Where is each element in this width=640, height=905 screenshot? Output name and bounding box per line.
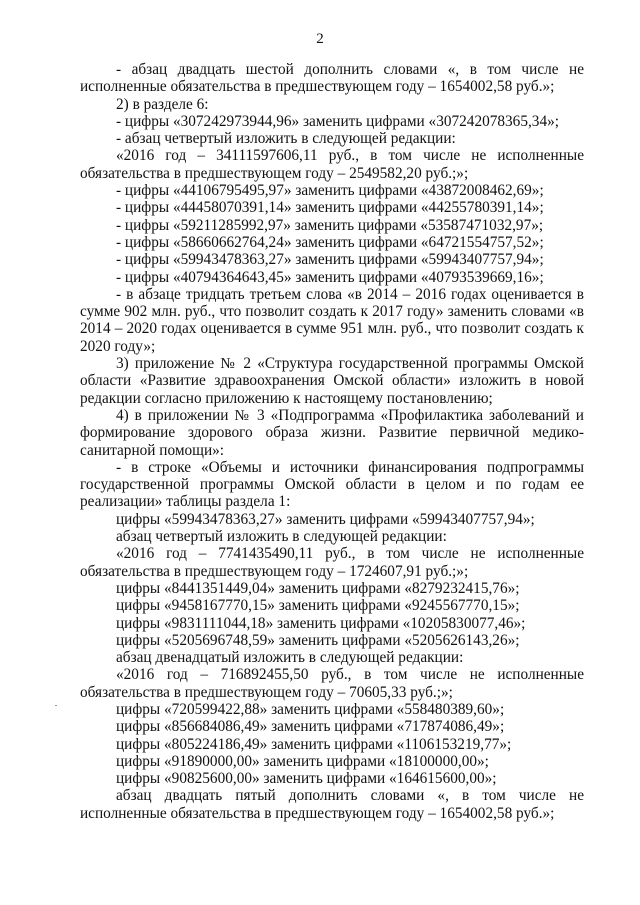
scan-speck	[55, 705, 57, 706]
paragraph: цифры «805224186,49» заменить цифрами «1106153219,77»;	[116, 735, 512, 753]
paragraph: цифры «91890000,00» заменить цифрами «18100000,00»;	[116, 752, 489, 770]
paragraph: цифры «59943478363,27» заменить цифрами «59943407757,94»;	[116, 510, 535, 528]
paragraph: - цифры «58660662764,24» заменить цифрами «64721554757,52»;	[116, 233, 544, 251]
paragraph: абзац двадцать пятый дополнить словами «, в том числе не исполненные обязательства в предшествующем году – 1654002,58 руб.»;	[80, 787, 584, 822]
paragraph: цифры «8441351449,04» заменить цифрами «8279232415,76»;	[116, 579, 520, 597]
paragraph: цифры «5205696748,59» заменить цифрами «5205626143,26»;	[116, 631, 520, 649]
paragraph: - цифры «40794364643,45» заменить цифрами «40793539669,16»;	[116, 268, 544, 286]
paragraph: цифры «856684086,49» заменить цифрами «717874086,49»;	[116, 718, 505, 736]
paragraph: цифры «9458167770,15» заменить цифрами «9245567770,15»;	[116, 597, 520, 615]
paragraph: - в строке «Объемы и источники финансирования подпрограммы государственной программы Омской области в целом и по годам ее реализации» таблицы раздела 1:	[80, 458, 584, 511]
paragraph: абзац четвертый изложить в следующей редакции:	[116, 528, 447, 546]
page-number: 2	[316, 31, 324, 47]
paragraph: «2016 год – 716892455,50 руб., в том числе не исполненные обязательства в предшествующем году – 70605,33 руб.;»;	[80, 666, 584, 701]
paragraph: 2) в разделе 6:	[116, 95, 209, 113]
paragraph: абзац двенадцатый изложить в следующей редакции:	[116, 649, 464, 667]
paragraph: «2016 год – 34111597606,11 руб., в том числе не исполненные обязательства в предшествующем году – 2549582,20 руб.;»;	[80, 147, 584, 182]
paragraph: цифры «90825600,00» заменить цифрами «164615600,00»;	[116, 770, 497, 788]
document-body	[80, 61, 584, 822]
paragraph: - цифры «307242973944,96» заменить цифрами «307242078365,34»;	[116, 112, 559, 130]
paragraph: - абзац двадцать шестой дополнить словами «, в том числе не исполненные обязательства в предшествующем году – 1654002,58 руб.»;	[80, 61, 584, 96]
paragraph: - цифры «44458070391,14» заменить цифрами «44255780391,14»;	[116, 199, 544, 217]
paragraph: цифры «9831111044,18» заменить цифрами «10205830077,46»;	[116, 614, 526, 632]
paragraph: цифры «720599422,88» заменить цифрами «558480389,60»;	[116, 700, 505, 718]
paragraph: - абзац четвертый изложить в следующей редакции:	[116, 130, 456, 148]
paragraph: - цифры «59943478363,27» заменить цифрами «59943407757,94»;	[116, 251, 544, 269]
paragraph: «2016 год – 7741435490,11 руб., в том числе не исполненные обязательства в предшествующем году – 1724607,91 руб.;»;	[80, 545, 584, 580]
paragraph: 4) в приложении № 3 «Подпрограмма «Профилактика заболеваний и формирование здорового образа жизни. Развитие первичной медико-санитарной помощи»:	[80, 406, 584, 459]
paragraph: - цифры «44106795495,97» заменить цифрами «43872008462,69»;	[116, 182, 544, 200]
paragraph: 3) приложение № 2 «Структура государственной программы Омской области «Развитие здравоохранения Омской области» изложить в новой редакции согласно приложению к настоящему постановлению;	[80, 355, 584, 407]
paragraph: - в абзаце тридцать третьем слова «в 2014 – 2016 годах оценивается в сумме 902 млн. руб., что позволит создать к 2017 году» заменить словами «в 2014 – 2020 годах оценивается в сумме 951 млн. руб., что позволит создать к 2020 году»;	[80, 285, 584, 355]
paragraph: - цифры «59211285992,97» заменить цифрами «53587471032,97»;	[116, 216, 544, 234]
